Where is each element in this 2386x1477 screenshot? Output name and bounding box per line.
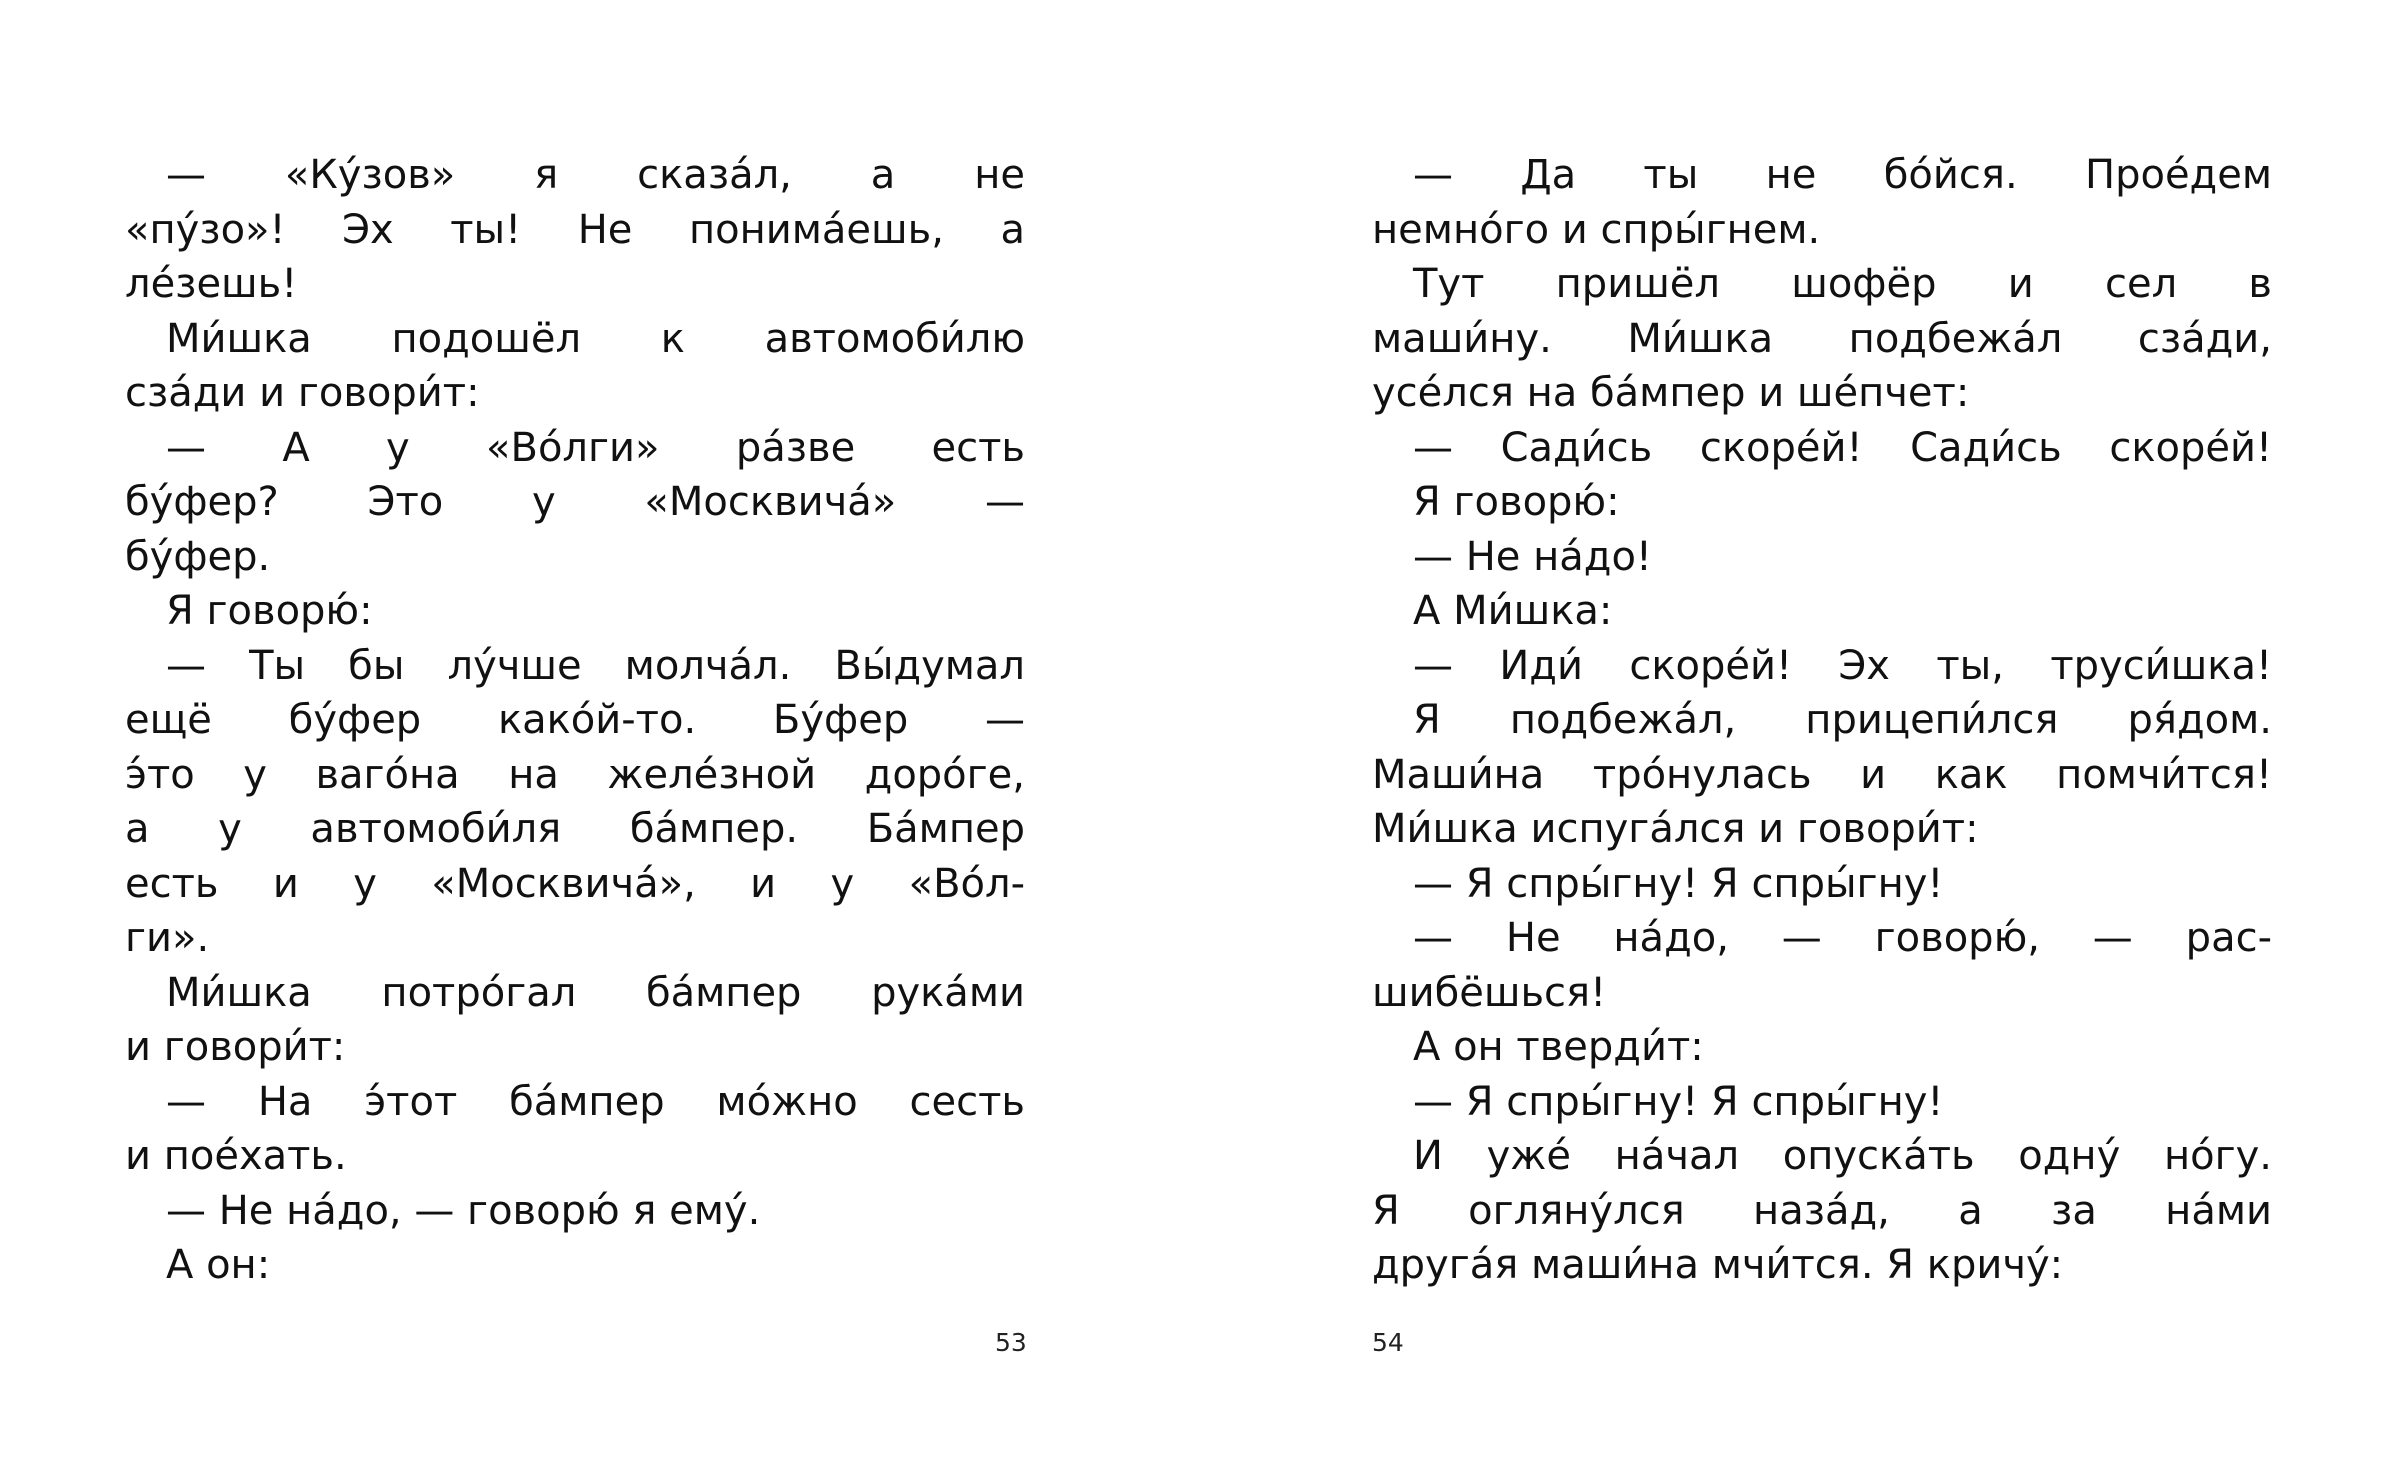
text-line: А Ми́шка:	[1413, 588, 1613, 634]
text-line: Тут пришёл шофёр и сел в	[1413, 261, 2272, 307]
text-line: и пое́хать.	[125, 1133, 347, 1179]
page-number-right: 54	[1372, 1328, 1404, 1357]
text-line: Ми́шка потро́гал ба́мпер рука́ми	[166, 969, 1025, 1016]
text-line: — Не на́до!	[1413, 533, 1652, 580]
text-line: «пу́зо»! Эх ты! Не понима́ешь, а	[125, 206, 1025, 253]
text-line: Я говорю́:	[166, 588, 373, 634]
text-line: — Я спры́гну! Я спры́гну!	[1413, 860, 1944, 907]
text-line: бу́фер? Это у «Москвича́» —	[125, 479, 1025, 525]
text-line: а у автомоби́ля ба́мпер. Ба́мпер	[125, 806, 1025, 852]
text-line: И уже́ на́чал опуска́ть одну́ но́гу.	[1413, 1133, 2272, 1179]
text-line: сза́ди и говори́т:	[125, 370, 480, 416]
text-line: шибёшься!	[1372, 969, 1607, 1016]
text-line: и говори́т:	[125, 1024, 346, 1070]
text-line: — Иди́ скоре́й! Эх ты, труси́шка!	[1413, 642, 2272, 689]
text-line: бу́фер.	[125, 533, 271, 580]
text-line: Я огляну́лся наза́д, а за на́ми	[1372, 1187, 2272, 1234]
text-line: — «Ку́зов» я сказа́л, а не	[166, 152, 1025, 198]
text-line: Я говорю́:	[1413, 479, 1620, 525]
left-page-text	[125, 148, 1025, 1293]
text-line: — На э́тот ба́мпер мо́жно сесть	[166, 1078, 1025, 1125]
text-line: Я подбежа́л, прицепи́лся ря́дом.	[1413, 697, 2272, 743]
text-line: А он тверди́т:	[1413, 1024, 1704, 1070]
text-line: ещё бу́фер како́й-то. Бу́фер —	[125, 697, 1025, 743]
text-line: усе́лся на ба́мпер и ше́пчет:	[1372, 370, 1970, 416]
text-line: есть и у «Москвича́», и у «Во́л-	[125, 860, 1025, 907]
text-line: — Не на́до, — говорю́ я ему́.	[166, 1187, 761, 1234]
text-line: — Ты бы лу́чше молча́л. Вы́думал	[166, 642, 1025, 689]
text-line: немно́го и спры́гнем.	[1372, 206, 1821, 253]
page-number-left: 53	[995, 1328, 1027, 1357]
text-line: — А у «Во́лги» ра́зве есть	[166, 424, 1025, 471]
text-line: ле́зешь!	[125, 261, 298, 307]
text-line: Ми́шка подошёл к автомоби́лю	[166, 315, 1025, 362]
text-line: — Я спры́гну! Я спры́гну!	[1413, 1078, 1944, 1125]
text-line: — Не на́до, — говорю́, — рас-	[1413, 915, 2272, 961]
text-line: э́то у ваго́на на желе́зной доро́ге,	[125, 751, 1025, 798]
text-line: — Да ты не бо́йся. Прое́дем	[1413, 152, 2272, 198]
text-line: А он:	[166, 1242, 271, 1288]
text-line: ги».	[125, 915, 210, 961]
right-page-text	[1372, 148, 2272, 1293]
text-line: Маши́на тро́нулась и как помчи́тся!	[1372, 751, 2272, 798]
text-line: маши́ну. Ми́шка подбежа́л сза́ди,	[1372, 315, 2272, 362]
text-line: — Сади́сь скоре́й! Сади́сь скоре́й!	[1413, 424, 2272, 471]
text-line: Ми́шка испуга́лся и говори́т:	[1372, 806, 1979, 852]
text-line: друга́я маши́на мчи́тся. Я кричу́:	[1372, 1242, 2064, 1288]
